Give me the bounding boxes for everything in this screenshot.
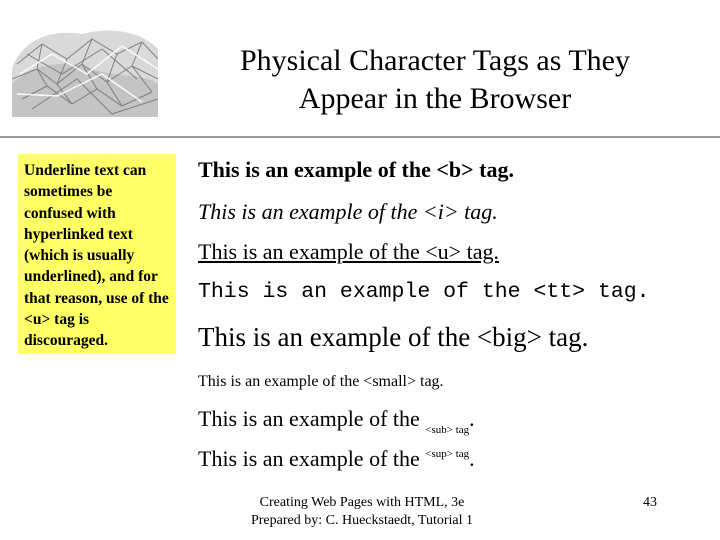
example-subscript-period: . [469,406,475,431]
footer-line-1: Creating Web Pages with HTML, 3e [259,495,465,510]
slide-title-line-2: Appear in the Browser [298,82,572,115]
example-superscript-text: This is an example of the [198,446,426,471]
slide-logo-image [12,24,158,117]
yellow-note-box: Underline text can sometimes be confused with hyperlinked text (which is usually underlined), and for that reason, use of the <u> tag is discouraged. [18,154,176,354]
example-subscript-text: This is an example of the [198,406,426,431]
example-superscript-tag: <sup> tag [425,448,470,460]
slide-title [185,42,685,118]
example-subscript-tag: <sub> tag [425,424,470,436]
example-underline: This is an example of the <u> tag. [198,239,499,264]
slide-title-line-1: Physical Character Tags as They [239,44,630,77]
example-bold: This is an example of the <b> tag. [198,157,514,182]
example-subscript [198,406,475,436]
paper-texture-icon [12,24,158,117]
footer-line-2: Prepared by: C. Hueckstaedt, Tutorial 1 [250,513,474,528]
page-number: 43 [643,495,657,510]
slide-footer [232,494,492,530]
example-small: This is an example of the <small> tag. [198,373,444,390]
example-italic: This is an example of the <i> tag. [198,199,498,224]
example-teletype: This is an example of the <tt> tag. [198,280,650,304]
example-superscript [198,446,475,472]
title-divider [0,136,720,138]
example-superscript-period: . [469,446,475,471]
example-big: This is an example of the <big> tag. [198,322,589,352]
